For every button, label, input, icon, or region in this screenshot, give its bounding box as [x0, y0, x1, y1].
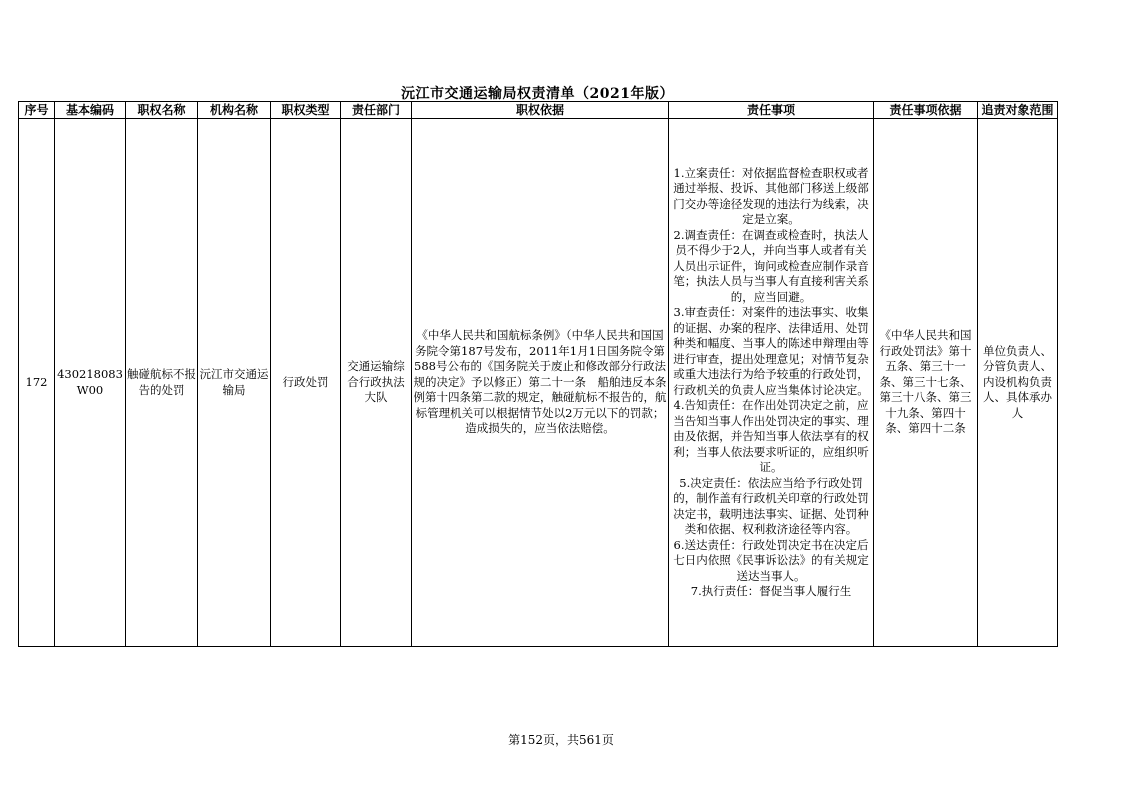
- header-basis: 职权依据: [412, 102, 669, 119]
- cell-accountability: 单位负责人、分管负责人、内设机构负责人、具体承办人: [978, 119, 1058, 647]
- header-seq: 序号: [19, 102, 55, 119]
- header-code: 基本编码: [55, 102, 126, 119]
- cell-items-basis: 《中华人民共和国行政处罚法》第十五条、第三十一条、第三十七条、第三十八条、第三十九条、第四十条、第四十二条: [874, 119, 978, 647]
- page-title: 沅江市交通运输局权责清单（2021年版）: [401, 86, 674, 102]
- responsibility-item: 1.立案责任：对依据监督检查职权或者通过举报、投诉、其他部门移送上级部门交办等途径发现的违法行为线索，决定是立案。: [673, 165, 869, 226]
- cell-basis: 《中华人民共和国航标条例》（中华人民共和国国务院令第187号发布，2011年1月1日国务院令第588号公布的《国务院关于废止和修改部分行政法规的决定》予以修正）第二十一条 船舶违反本条例第十四条第二款的规定，触碰航标不报告的，航标管理机关可以根据情节处以2万元以下的罚款；造成损失的，应当依法赔偿。: [412, 119, 669, 647]
- cell-code: 430218083W00: [55, 119, 126, 647]
- cell-department: 交通运输综合行政执法大队: [341, 119, 412, 647]
- responsibility-item: 6.送达责任：行政处罚决定书在决定后七日内依照《民事诉讼法》的有关规定送达当事人。: [673, 537, 869, 583]
- header-items: 责任事项: [669, 102, 874, 119]
- cell-power-name: 触碰航标不报告的处罚: [126, 119, 198, 647]
- cell-power-type: 行政处罚: [271, 119, 341, 647]
- header-accountability: 追责对象范围: [978, 102, 1058, 119]
- cell-seq: 172: [19, 119, 55, 647]
- header-org-name: 机构名称: [198, 102, 271, 119]
- cell-org-name: 沅江市交通运输局: [198, 119, 271, 647]
- responsibility-table: [18, 101, 1058, 647]
- responsibility-item: 5.决定责任：依法应当给予行政处罚的，制作盖有行政机关印章的行政处罚决定书，载明违法事实、证据、处罚种类和依据、权利救济途径等内容。: [673, 475, 869, 536]
- header-department: 责任部门: [341, 102, 412, 119]
- table-row: [19, 119, 1058, 647]
- responsibility-item: 2.调查责任：在调查或检查时，执法人员不得少于2人，并向当事人或者有关人员出示证件，询问或检查应制作录音笔；执法人员与当事人有直接利害关系的，应当回避。: [673, 227, 869, 304]
- table-header-row: [19, 102, 1058, 119]
- header-power-name: 职权名称: [126, 102, 198, 119]
- page-footer: 第152页，共561页: [508, 733, 614, 747]
- responsibility-item: 7.执行责任：督促当事人履行生: [690, 584, 852, 598]
- responsibility-item: 3.审查责任：对案件的违法事实、收集的证据、办案的程序、法律适用、处罚种类和幅度、当事人的陈述申辩理由等进行审查，提出处理意见；对情节复杂或重大违法行为给予较重的行政处罚，行政机关的负责人应当集体讨论决定。: [673, 305, 869, 397]
- header-items-basis: 责任事项依据: [874, 102, 978, 119]
- header-power-type: 职权类型: [271, 102, 341, 119]
- responsibility-item: 4.告知责任：在作出处罚决定之前，应当告知当事人作出处罚决定的事实、理由及依据，并告知当事人依法享有的权利；当事人依法要求听证的，应组织听证。: [673, 398, 869, 474]
- cell-items: [669, 119, 874, 647]
